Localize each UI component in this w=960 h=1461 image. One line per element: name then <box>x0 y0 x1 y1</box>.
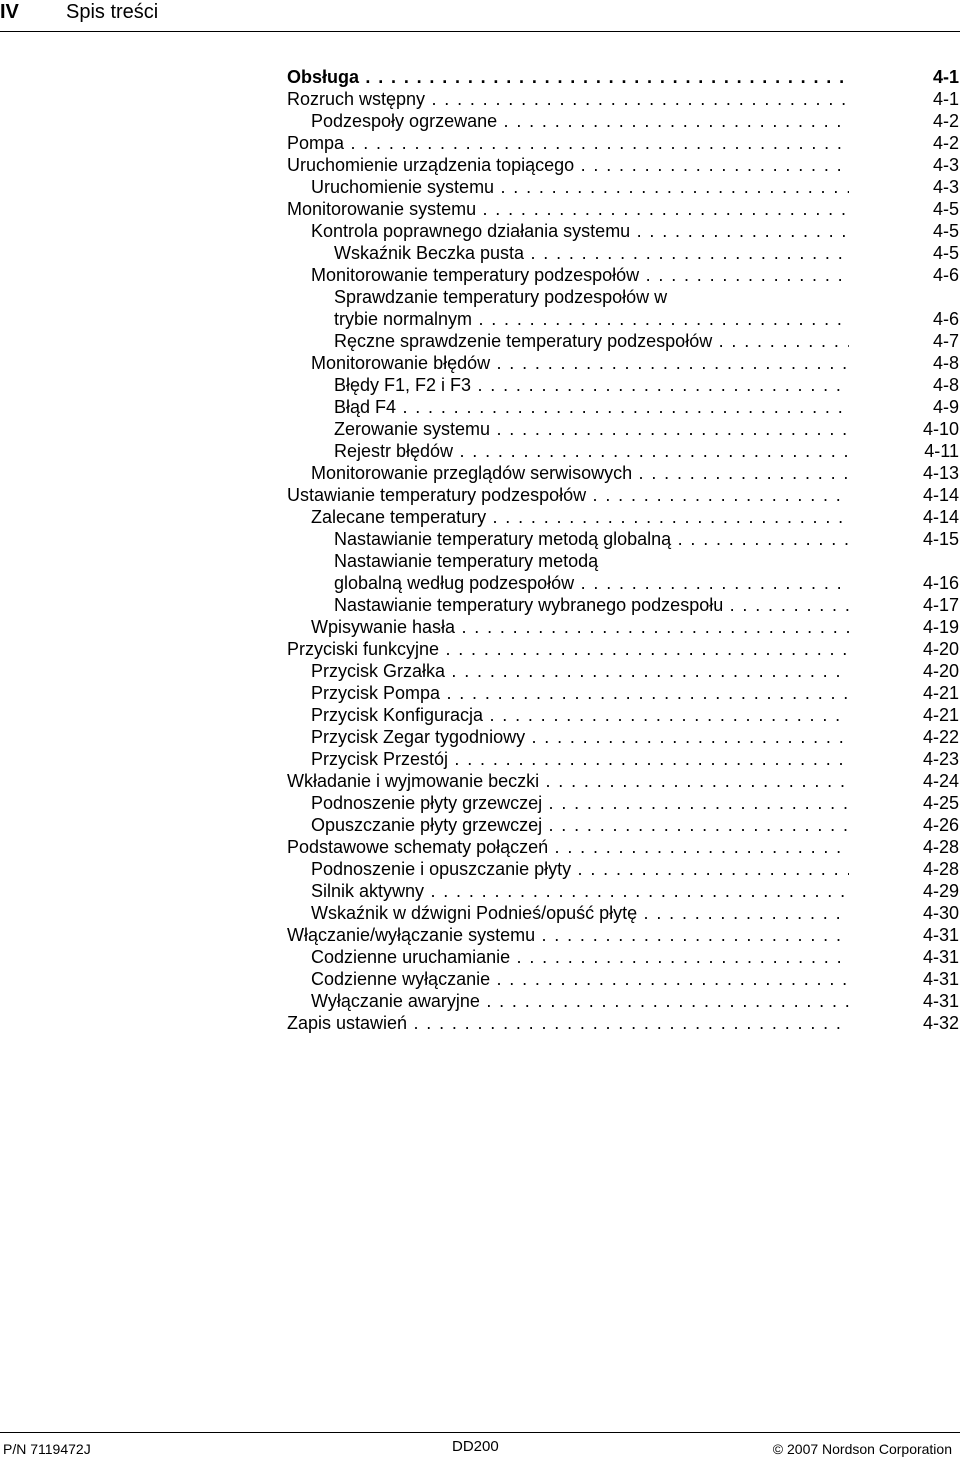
toc-entry-page: 4-28 <box>922 859 959 879</box>
section-number: IV <box>0 1 19 23</box>
toc-entry-title: Kontrola poprawnego działania systemu . . . <box>287 220 849 242</box>
toc-entry-page: 4-13 <box>922 463 959 483</box>
toc-entry[interactable] <box>287 484 959 506</box>
toc-entry-title: Pompa . . . <box>287 132 849 154</box>
toc-entry-page: 4-21 <box>922 683 959 703</box>
toc-entry[interactable] <box>287 396 959 418</box>
toc-entry[interactable] <box>287 770 959 792</box>
toc-entry-page: 4-20 <box>922 661 959 681</box>
toc-entry-page: 4-24 <box>922 771 959 791</box>
toc-entry[interactable] <box>287 814 959 836</box>
toc-entry[interactable] <box>287 110 959 132</box>
model-name: DD200 <box>452 1438 499 1455</box>
toc-entry-title: Podzespoły ogrzewane . . . <box>287 110 849 132</box>
toc-entry[interactable] <box>287 902 959 924</box>
toc-entry-title: Przycisk Zegar tygodniowy . . . <box>287 726 849 748</box>
toc-entry-page: 4-19 <box>922 617 959 637</box>
toc-entry-title: Nastawianie temperatury metodą <box>334 551 599 571</box>
toc-entry-title: trybie normalnym . . . <box>287 308 849 330</box>
toc-entry-title: Wskaźnik Beczka pusta . . . <box>287 242 849 264</box>
toc-entry-page: 4-31 <box>922 991 959 1011</box>
toc-entry-title: Podnoszenie płyty grzewczej . . . <box>287 792 849 814</box>
toc-entry[interactable] <box>287 330 959 352</box>
toc-entry-page: 4-7 <box>932 331 959 351</box>
toc-entry-title: Błędy F1, F2 i F3 . . . <box>287 374 849 396</box>
toc-entry[interactable] <box>287 726 959 748</box>
toc-entry[interactable] <box>287 88 959 110</box>
toc-entry-page: 4-2 <box>932 133 959 153</box>
toc-entry[interactable] <box>287 176 959 198</box>
toc-entry[interactable] <box>287 990 959 1012</box>
toc-entry-title: Przyciski funkcyjne . . . <box>287 638 849 660</box>
toc-entry-page: 4-32 <box>922 1013 959 1033</box>
toc-entry-title: Ręczne sprawdzenie temperatury podzespołów . . . <box>287 330 849 352</box>
toc-entry-page: 4-1 <box>932 89 959 109</box>
toc-entry-page: 4-22 <box>922 727 959 747</box>
toc-entry-page: 4-31 <box>922 925 959 945</box>
toc-entry[interactable] <box>287 748 959 770</box>
toc-entry[interactable] <box>287 572 959 594</box>
toc-entry-page: 4-9 <box>932 397 959 417</box>
toc-entry-title: Codzienne wyłączanie . . . <box>287 968 849 990</box>
toc-entry-title: Wyłączanie awaryjne . . . <box>287 990 849 1012</box>
toc-entry-page: 4-5 <box>932 199 959 219</box>
toc-entry-title: Przycisk Pompa . . . <box>287 682 849 704</box>
toc-entry[interactable] <box>287 308 959 330</box>
toc-entry-page: 4-26 <box>922 815 959 835</box>
toc-entry-page: 4-21 <box>922 705 959 725</box>
toc-entry[interactable] <box>287 198 959 220</box>
toc-entry-title: Włączanie/wyłączanie systemu . . . <box>287 924 849 946</box>
toc-entry-title: Podstawowe schematy połączeń . . . <box>287 836 849 858</box>
copyright: © 2007 Nordson Corporation <box>772 1441 952 1457</box>
toc-entry-page: 4-5 <box>932 243 959 263</box>
toc-entry-page: 4-10 <box>922 419 959 439</box>
toc-entry-title: Przycisk Przestój . . . <box>287 748 849 770</box>
toc-entry-page: 4-31 <box>922 969 959 989</box>
toc-entry-page: 4-29 <box>922 881 959 901</box>
toc-entry[interactable] <box>287 660 959 682</box>
toc-entry[interactable] <box>287 440 959 462</box>
toc-entry-page: 4-6 <box>932 265 959 285</box>
toc-entry[interactable] <box>287 550 959 572</box>
toc-entry-page: 4-6 <box>932 309 959 329</box>
toc-entry-page: 4-14 <box>922 507 959 527</box>
toc-entry-title: Rejestr błędów . . . <box>287 440 849 462</box>
toc-entry-page: 4-16 <box>922 573 959 593</box>
toc-entry-title: Codzienne uruchamianie . . . <box>287 946 849 968</box>
toc-entry-title: Sprawdzanie temperatury podzespołów w <box>334 287 668 307</box>
toc-entry-page: 4-8 <box>932 375 959 395</box>
toc-entry-title: Rozruch wstępny . . . <box>287 88 849 110</box>
toc-entry-page: 4-8 <box>932 353 959 373</box>
toc-entry-page: 4-20 <box>922 639 959 659</box>
toc-entry-page: 4-2 <box>932 111 959 131</box>
toc-entry[interactable] <box>287 792 959 814</box>
toc-entry[interactable] <box>287 528 959 550</box>
toc-entry-page: 4-3 <box>932 177 959 197</box>
toc-entry[interactable] <box>287 242 959 264</box>
toc-entry[interactable] <box>287 924 959 946</box>
toc-entry-page: 4-23 <box>922 749 959 769</box>
toc-entry-page: 4-14 <box>922 485 959 505</box>
table-of-contents <box>287 66 959 1034</box>
toc-entry[interactable] <box>287 616 959 638</box>
toc-entry[interactable] <box>287 154 959 176</box>
part-number: P/N 7119472J <box>3 1441 91 1457</box>
toc-entry[interactable] <box>287 286 959 308</box>
toc-entry-page: 4-5 <box>932 221 959 241</box>
toc-entry-page: 4-11 <box>924 441 959 461</box>
toc-entry-title: globalną według podzespołów . . . <box>287 572 849 594</box>
toc-entry-title: Przycisk Konfiguracja . . . <box>287 704 849 726</box>
toc-entry[interactable] <box>287 352 959 374</box>
toc-entry-title: Wskaźnik w dźwigni Podnieś/opuść płytę . . . <box>287 902 849 924</box>
toc-entry-title: Ustawianie temperatury podzespołów . . . <box>287 484 849 506</box>
toc-entry-title: Opuszczanie płyty grzewczej . . . <box>287 814 849 836</box>
toc-entry-page: 4-30 <box>922 903 959 923</box>
toc-entry[interactable] <box>287 968 959 990</box>
toc-entry[interactable] <box>287 858 959 880</box>
toc-entry-page: 4-25 <box>922 793 959 813</box>
toc-entry-page: 4-31 <box>922 947 959 967</box>
page-title: Spis treści <box>66 1 159 23</box>
toc-entry-page: 4-3 <box>932 155 959 175</box>
toc-entry[interactable] <box>287 462 959 484</box>
toc-entry[interactable] <box>287 704 959 726</box>
toc-entry[interactable] <box>287 66 959 88</box>
toc-entry-title: Monitorowanie temperatury podzespołów . . . <box>287 264 849 286</box>
footer-divider <box>0 1432 960 1433</box>
toc-entry[interactable] <box>287 374 959 396</box>
toc-entry-title: Przycisk Grzałka . . . <box>287 660 849 682</box>
toc-entry-title: Uruchomienie urządzenia topiącego . . . <box>287 154 849 176</box>
toc-entry-title: Wkładanie i wyjmowanie beczki . . . <box>287 770 849 792</box>
toc-entry[interactable] <box>287 1012 959 1034</box>
toc-entry[interactable] <box>287 594 959 616</box>
toc-entry-page: 4-15 <box>922 529 959 549</box>
toc-entry[interactable] <box>287 638 959 660</box>
toc-entry-title: Błąd F4 . . . <box>287 396 849 418</box>
toc-entry[interactable] <box>287 682 959 704</box>
toc-entry[interactable] <box>287 946 959 968</box>
toc-entry-title: Zapis ustawień . . . <box>287 1012 849 1034</box>
toc-entry[interactable] <box>287 836 959 858</box>
toc-entry-title: Monitorowanie błędów . . . <box>287 352 849 374</box>
toc-entry-title: Zalecane temperatury . . . <box>287 506 849 528</box>
toc-entry-page: 4-28 <box>922 837 959 857</box>
toc-entry-title: Zerowanie systemu . . . <box>287 418 849 440</box>
toc-entry[interactable] <box>287 220 959 242</box>
toc-entry-title: Nastawianie temperatury metodą globalną . . . <box>287 528 849 550</box>
toc-entry-title: Monitorowanie przeglądów serwisowych . . . <box>287 462 849 484</box>
toc-entry-title: Uruchomienie systemu . . . <box>287 176 849 198</box>
toc-entry-title: Silnik aktywny . . . <box>287 880 849 902</box>
toc-entry-title: Nastawianie temperatury wybranego podzespołu . . . <box>287 594 849 616</box>
toc-entry-title: Monitorowanie systemu . . . <box>287 198 849 220</box>
toc-entry[interactable] <box>287 418 959 440</box>
toc-entry[interactable] <box>287 132 959 154</box>
toc-entry-page: 4-1 <box>932 67 959 87</box>
header-divider <box>0 31 960 32</box>
toc-entry[interactable] <box>287 506 959 528</box>
toc-entry[interactable] <box>287 880 959 902</box>
toc-entry-title: Podnoszenie i opuszczanie płyty . . . <box>287 858 849 880</box>
toc-entry-title: Obsługa . . . <box>287 66 849 88</box>
toc-entry[interactable] <box>287 264 959 286</box>
toc-entry-title: Wpisywanie hasła . . . <box>287 616 849 638</box>
toc-entry-page: 4-17 <box>922 595 959 615</box>
